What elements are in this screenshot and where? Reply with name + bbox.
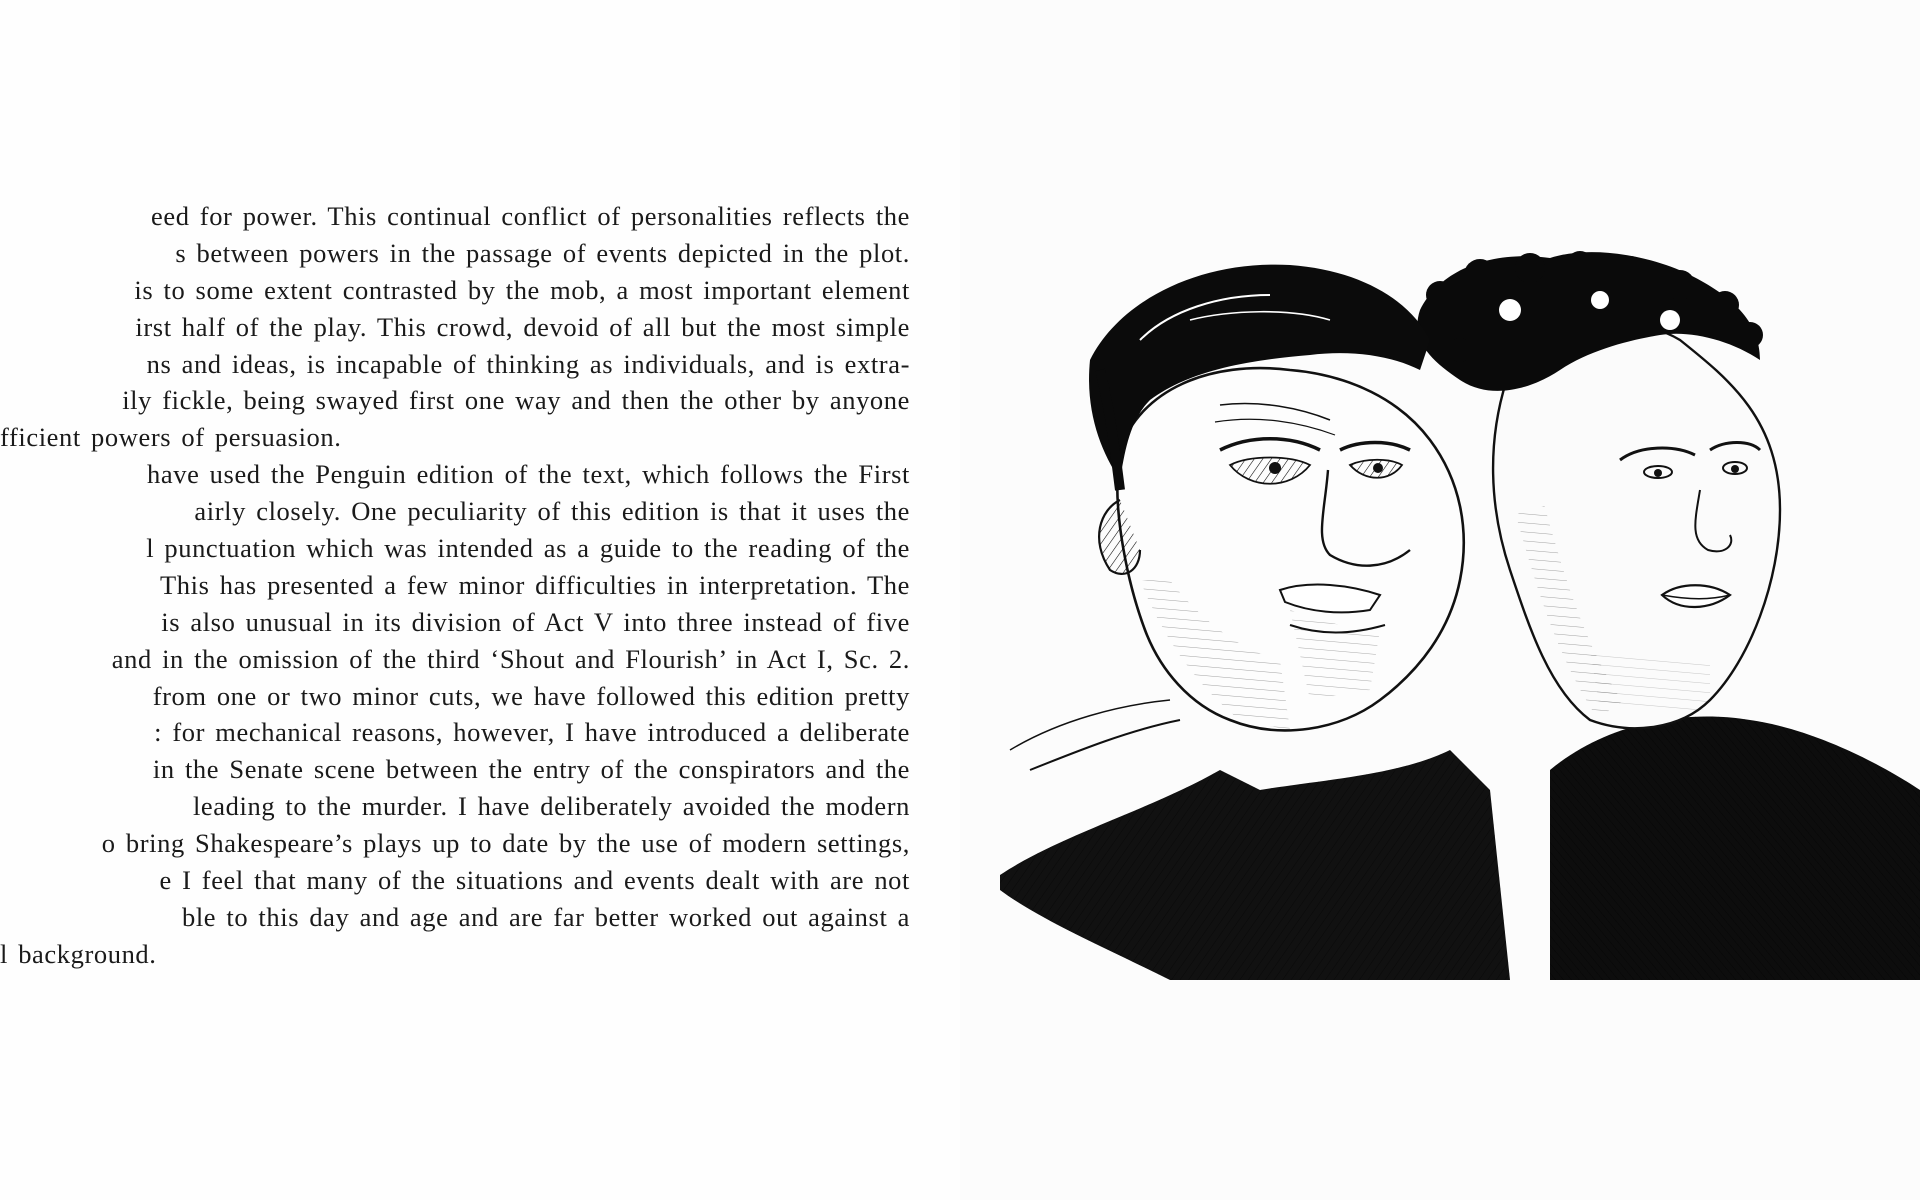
body-text xyxy=(0,198,910,973)
text-line: irst half of the play. This crowd, devoid of all but the most simple xyxy=(135,311,910,342)
right-figure-face xyxy=(1493,323,1780,728)
text-line: have used the Penguin edition of the text, which follows the First xyxy=(147,459,910,490)
text-line: l background. xyxy=(0,938,157,969)
text-line: fficient powers of persuasion. xyxy=(0,422,342,453)
text-line: s between powers in the passage of events depicted in the plot. xyxy=(175,237,910,268)
left-figure-shoulders xyxy=(1000,700,1510,980)
text-line: : for mechanical reasons, however, I have introduced a deliberate xyxy=(154,717,910,748)
text-line: eed for power. This continual conflict of personalities reflects the xyxy=(150,201,910,231)
text-line: ns and ideas, is incapable of thinking as individuals, and is extra- xyxy=(146,348,910,379)
text-line: leading to the murder. I have deliberately avoided the modern xyxy=(192,791,910,822)
text-line: e I feel that many of the situations and events dealt with are not xyxy=(159,865,910,896)
right-figure-shoulders xyxy=(1550,717,1920,980)
text-line: from one or two minor cuts, we have followed this edition pretty xyxy=(152,680,910,711)
text-line: ble to this day and age and are far better worked out against a xyxy=(181,901,910,932)
portrait-sketch-illustration xyxy=(990,250,1920,980)
text-line: and in the omission of the third ‘Shout and Flourish’ in Act I, Sc. 2. xyxy=(111,643,910,674)
text-line: is to some extent contrasted by the mob, a most important element xyxy=(134,274,910,305)
left-figure-face xyxy=(1099,368,1464,730)
text-line: is also unusual in its division of Act V into three instead of five xyxy=(161,606,910,637)
text-line: l punctuation which was intended as a guide to the reading of the xyxy=(146,533,910,564)
text-line: This has presented a few minor difficulties in interpretation. The xyxy=(159,569,910,600)
text-line: in the Senate scene between the entry of the conspirators and the xyxy=(152,754,910,785)
text-line: ily fickle, being swayed first one way and then the other by anyone xyxy=(122,385,910,416)
text-line: o bring Shakespeare’s plays up to date by the use of modern settings, xyxy=(101,828,910,859)
text-line: airly closely. One peculiarity of this edition is that it uses the xyxy=(194,496,910,527)
